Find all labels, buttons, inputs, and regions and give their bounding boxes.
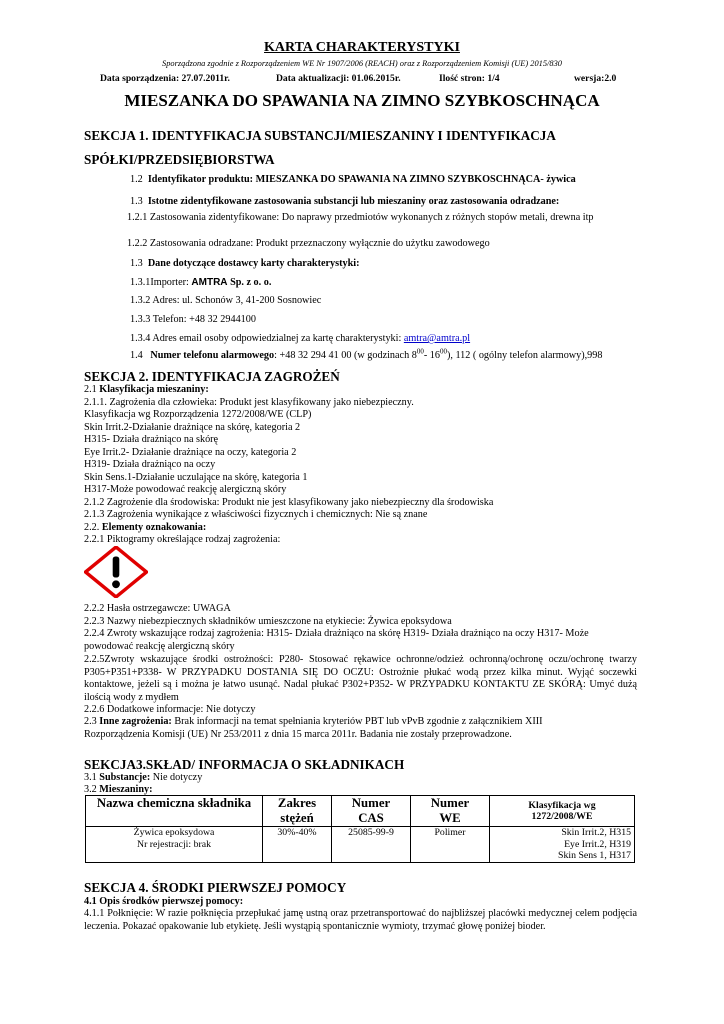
environment-hazards: 2.1.2 Zagrożenie dla środowiska: Produkt nie jest klasyfikowany jako niebezpieczny dla środowiska — [84, 497, 494, 508]
physchem-hazards: 2.1.3 Zagrożenia wynikające z właściwości fizycznych i chemicznych: Nie są znane — [84, 509, 428, 520]
substances-label: Substancje: — [99, 772, 151, 783]
date-updated: Data aktualizacji: 01.06.2015r. — [276, 73, 401, 84]
composition-table — [85, 795, 635, 863]
cell-text: Żywica epoksydowa — [133, 827, 215, 838]
col-header-cas — [332, 796, 411, 827]
header-text: Numer — [351, 796, 391, 810]
cell-classification — [490, 827, 635, 863]
product-title: MIESZANKA DO SPAWANIA NA ZIMNO SZYBKOSCHNĄCA — [124, 91, 600, 110]
table-header-row — [86, 796, 635, 827]
label-elements-label: Elementy oznakowania: — [101, 522, 207, 533]
document-title: KARTA CHARAKTERYSTYKI — [264, 40, 460, 55]
item-number: 3.2 — [84, 784, 97, 795]
first-aid-heading: 4.1 Opis środków pierwszej pomocy: — [84, 896, 244, 907]
cell-cas: 25085-99-9 — [332, 827, 411, 863]
emergency-phone-label: Numer telefonu alarmowego — [150, 350, 275, 361]
classification-heading — [84, 384, 209, 397]
cell-text: Eye Irrit.2, H319 — [564, 838, 631, 850]
classification-label: Klasyfikacja mieszaniny: — [99, 384, 209, 395]
email-link[interactable]: amtra@amtra.pl — [403, 333, 471, 344]
col-header-name: Nazwa chemiczna składnika — [86, 796, 263, 827]
header-text: 1272/2008/WE — [531, 811, 593, 822]
other-hazards — [84, 716, 543, 729]
page-count: Ilość stron: 1/4 — [439, 73, 500, 84]
col-header-classification — [490, 796, 635, 827]
header-text: CAS — [358, 811, 384, 825]
additional-info: 2.2.6 Dodatkowe informacje: Nie dotyczy — [84, 704, 256, 715]
clp-classification: Klasyfikacja wg Rozporządzenia 1272/2008/WE (CLP) — [84, 409, 312, 420]
importer-label: 1.3.1Importer: — [130, 277, 189, 288]
item-number: 2.1 — [84, 384, 97, 395]
pictograms-heading: 2.2.1 Piktogramy określające rodzaj zagrożenia: — [84, 534, 281, 545]
header-text: Zakres — [277, 796, 317, 810]
item-number: 2.3 — [84, 716, 97, 727]
cell-name — [86, 827, 263, 863]
email-line — [130, 333, 470, 346]
uses-advised-against: 1.2.2 Zastosowania odradzane: Produkt przeznaczony wyłącznie do użytku zawodowego — [127, 238, 490, 249]
time-sup: 00 — [416, 347, 424, 356]
human-hazards: 2.1.1. Zagrożenia dla człowieka: Produkt jest klasyfikowany jako niebezpieczny. — [84, 397, 414, 408]
product-identifier — [130, 174, 576, 187]
version: wersja:2.0 — [574, 73, 617, 84]
mixtures-label: Mieszaniny: — [99, 784, 153, 795]
email-label: 1.3.4 Adres email osoby odpowiedzialnej za kartę charakterystyki: — [130, 333, 402, 344]
col-header-we — [411, 796, 490, 827]
importer — [130, 277, 271, 290]
substances-line — [84, 772, 202, 785]
section-2-heading: SEKCJA 2. IDENTYFIKACJA ZAGROŻEŃ — [84, 369, 340, 384]
other-hazards-text: Brak informacji na temat spełniania kryteriów PBT lub vPvB zgodnie z załącznikiem XIII — [174, 716, 543, 727]
section-1-heading-line-1: SEKCJA 1. IDENTYFIKACJA SUBSTANCJI/MIESZANINY I IDENTYFIKACJA — [84, 128, 556, 143]
phone: 1.3.3 Telefon: +48 32 2944100 — [130, 314, 256, 325]
date-prepared: Data sporządzenia: 27.07.2011r. — [100, 73, 230, 84]
hazard-line: H317-Może powodować reakcję alergiczną skóry — [84, 484, 287, 495]
company-suffix: Sp. z o. o. — [230, 277, 272, 288]
supplier-heading — [130, 258, 359, 271]
header-text: stężeń — [280, 811, 314, 825]
header-text: Numer — [430, 796, 470, 810]
emergency-phone-text: : +48 32 294 41 00 (w godzinach 8 — [274, 350, 417, 361]
item-number: 3.1 — [84, 772, 97, 783]
cell-we: Polimer — [411, 827, 490, 863]
time-mid: - 16 — [423, 350, 440, 361]
identified-uses-text: Istotne zidentyfikowane zastosowania substancji lub mieszaniny oraz zastosowania odradzane: — [147, 196, 560, 207]
other-hazards-label: Inne zagrożenia: — [99, 716, 172, 727]
identified-uses: 1.2.1 Zastosowania zidentyfikowane: Do naprawy przedmiotów wykonanych z różnych stopów metali, drewna itp — [127, 212, 594, 223]
regulation-subtitle: Sporządzona zgodnie z Rozporządzeniem WE Nr 1907/2006 (REACH) oraz z Rozporządzeniem Komisji (UE) 2015/830 — [162, 59, 562, 68]
hazard-line: Skin Irrit.2-Działanie drażniące na skórę, kategoria 2 — [84, 422, 301, 433]
cell-text: Skin Irrit.2, H315 — [561, 827, 631, 838]
hazardous-components: 2.2.3 Nazwy niebezpiecznych składników umieszczone na etykiecie: Żywica epoksydowa — [84, 616, 452, 627]
col-header-range — [263, 796, 332, 827]
time-sup: 00 — [439, 347, 447, 356]
ghs07-exclamation-mark-icon — [84, 546, 148, 598]
address: 1.3.2 Adres: ul. Schonów 3, 41-200 Sosnowiec — [130, 295, 322, 306]
product-identifier-text: Identyfikator produktu: MIESZANKA DO SPAWANIA NA ZIMNO SZYBKOSCHNĄCA- żywica — [147, 174, 576, 185]
cell-range: 30%-40% — [263, 827, 332, 863]
hazard-line: Skin Sens.1-Działanie uczulające na skórę, kategoria 1 — [84, 472, 308, 483]
item-number: 1.3 — [130, 258, 143, 269]
cell-text: Nr rejestracji: brak — [137, 838, 211, 850]
signal-word: 2.2.2 Hasła ostrzegawcze: UWAGA — [84, 603, 231, 614]
emergency-phone — [130, 347, 603, 363]
company-name: AMTRA — [191, 277, 228, 288]
item-number: 1.2 — [130, 174, 143, 185]
item-number: 1.4 — [130, 350, 143, 361]
label-elements-heading — [84, 522, 206, 535]
section-4-heading: SEKCJA 4. ŚRODKI PIERWSZEJ POMOCY — [84, 880, 347, 895]
hazard-statements: 2.2.4 Zwroty wskazujące rodzaj zagrożenia: H315- Działa drażniąco na skórę H319- Działa drażniąco na oczy H317- Może — [84, 628, 589, 639]
hazard-line: H319- Działa drażniąco na oczy — [84, 459, 216, 470]
header-text: Klasyfikacja wg — [528, 799, 596, 811]
precautionary-statements: 2.2.5Zwroty wskazujące środki ostrożności: P280- Stosować rękawice ochronne/odzież ochronną/ochronę oczu/ochronę twarzy P305+P351+P338- W PRZYPADKU DOSTANIA SIĘ DO OCZU: Ostrożnie płukać wodą przez kilka minut. Wyjąć soczewki kontaktowe, jeżeli są i można je łatwo usunąć. Nadal płukać P302+P352- W PRZYPADKU KONTAKTU ZE SKÓRĄ: Umyć dużą ilością wody z mydłem — [84, 654, 637, 703]
ingestion-first-aid: 4.1.1 Połknięcie: W razie połknięcia przepłukać jamę ustną oraz przetransportować do najbliższej placówki medycznej celem podjęcia leczenia. Pokazać opakowanie lub etykietę. Jeśli wystąpią spontanicznie wymioty, trzymać głowę poniżej bioder. — [84, 908, 637, 932]
header-text: WE — [439, 811, 461, 825]
hazard-line: Eye Irrit.2- Działanie drażniące na oczy, kategoria 2 — [84, 447, 297, 458]
supplier-heading-text: Dane dotyczące dostawcy karty charakterystyki: — [147, 258, 360, 269]
hazard-line: H315- Działa drażniąco na skórę — [84, 434, 219, 445]
section-3-heading: SEKCJA3.SKŁAD/ INFORMACJA O SKŁADNIKACH — [84, 757, 405, 772]
section-1-heading-line-2: SPÓŁKI/PRZEDSIĘBIORSTWA — [84, 152, 275, 167]
table-row — [86, 827, 635, 863]
other-hazards-cont: Rozporządzenia Komisji (UE) Nr 253/2011 z dnia 15 marca 2011r. Badania nie zostały przeprowadzone. — [84, 729, 512, 740]
cell-text: Skin Sens 1, H317 — [558, 850, 631, 861]
item-number: 2.2. — [84, 522, 100, 533]
identified-uses-heading — [130, 196, 559, 209]
substances-text: Nie dotyczy — [152, 772, 203, 783]
hazard-statements-cont: powodować reakcję alergiczną skóry — [84, 641, 235, 652]
emergency-phone-end: ), 112 ( ogólny telefon alarmowy),998 — [446, 350, 603, 361]
item-number: 1.3 — [130, 196, 143, 207]
